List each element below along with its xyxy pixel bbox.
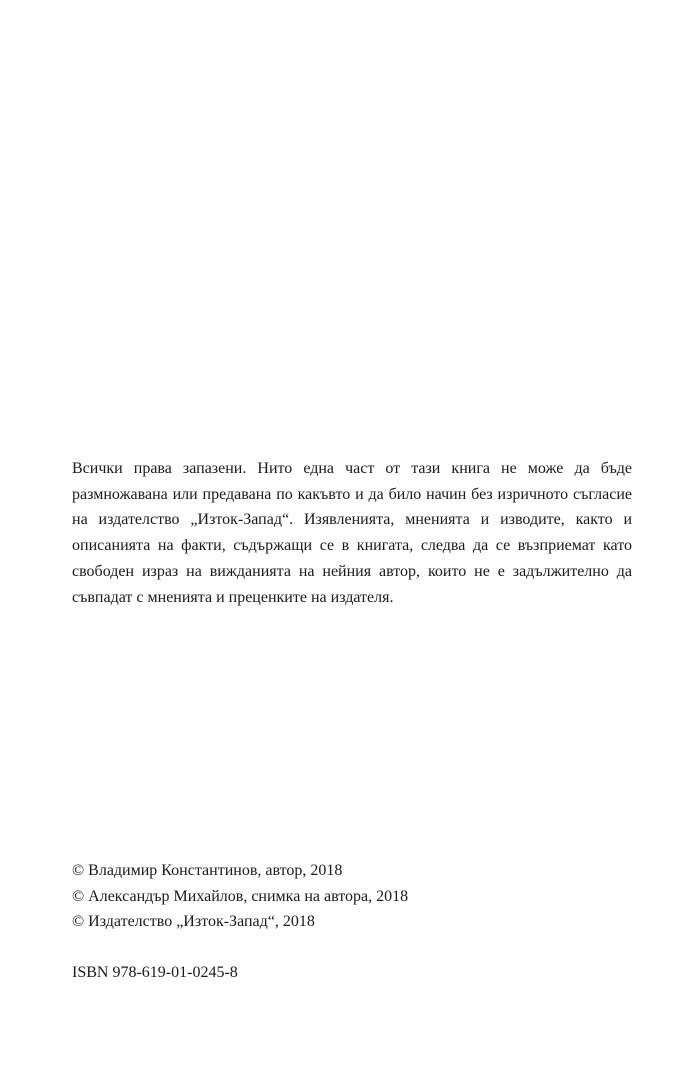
copyright-publisher: © Издателство „Изток-Запад“, 2018 <box>72 913 315 931</box>
copyright-list <box>72 858 632 935</box>
rights-notice: Всички права запазени. Нито една част от тази книга не може да бъде размножавана или предавана по какъвто и да било начин без изричното съгласие на издателство „Изток-Запад“. Изявленията, мненията и изводите, както и описанията на факти, съдържащи се в книгата, следва да се възприемат като свободен израз на вижданията на нейния автор, които не е задължително да съвпадат с мненията и преценките на издателя. <box>72 460 632 606</box>
copyright-author: © Владимир Константинов, автор, 2018 <box>72 862 343 879</box>
copyright-photo: © Александър Михайлов, снимка на автора, 2018 <box>72 887 409 905</box>
isbn-number: ISBN 978-619-01-0245-8 <box>72 964 238 981</box>
